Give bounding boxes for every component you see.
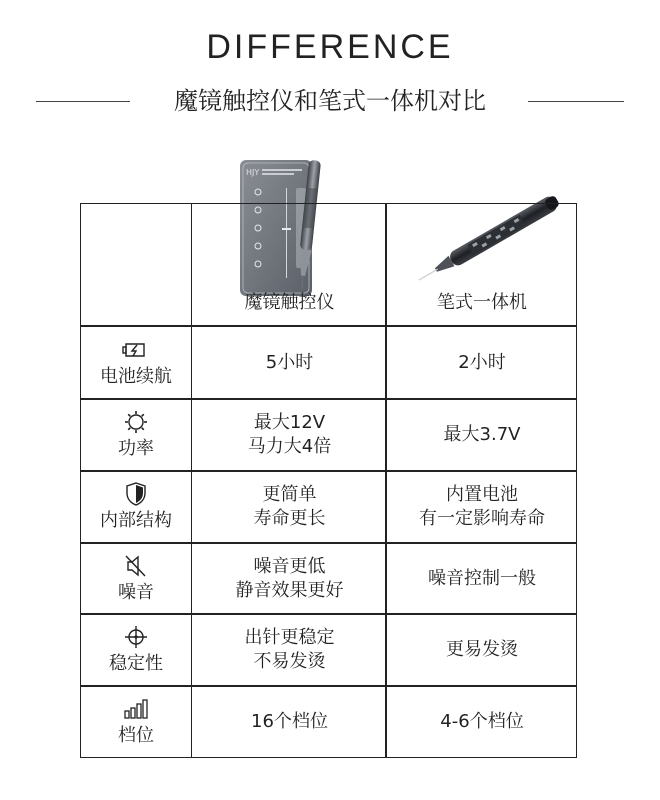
value-line: 更易发烫 [446,639,518,660]
value-line: 出针更稳定 [244,627,335,648]
header-cell-b [388,204,576,325]
subtitle: 魔镜触控仪和笔式一体机对比 [174,87,486,115]
row-label-cell [81,400,191,470]
value-line: 寿命更长 [253,508,326,529]
subtitle-rule-left [36,101,130,102]
value-line: 16个档位 [251,710,328,732]
level-bars-icon [121,696,151,722]
value-cell-b [388,687,576,756]
value-cell-a [193,400,386,470]
value-line: 2小时 [458,351,506,373]
value-line: 5小时 [265,351,314,373]
value-line: 更简单 [262,484,317,505]
value-cell-b [388,615,576,685]
value-line: 有一定影响寿命 [419,508,545,529]
value-line: 马力大4倍 [247,436,332,457]
product-b-name: 笔式一体机 [437,292,527,313]
value-line: 噪音更低 [253,555,326,577]
value-line: 不易发烫 [253,651,326,672]
value-line: 静音效果更好 [235,579,344,601]
value-line: 最大12V [253,412,326,433]
value-cell-a [193,327,386,398]
value-line: 最大3.7V [443,424,521,445]
value-cell-a [193,472,386,542]
row-label: 档位 [118,724,154,746]
row-label-cell [81,615,191,685]
gear-icon [121,409,151,435]
value-line: 噪音控制一般 [428,567,536,589]
value-cell-b [388,327,576,398]
value-cell-b [388,400,576,470]
subtitle-rule-right [528,101,624,102]
row-label-cell [81,327,191,398]
row-label-cell [81,472,191,542]
row-label: 稳定性 [109,653,163,674]
row-label: 电池续航 [100,365,172,387]
subtitle-row [0,84,660,118]
product-a-name: 魔镜触控仪 [244,292,335,313]
crosshair-icon [121,624,151,650]
row-label-cell [81,687,191,756]
value-cell-a [193,544,386,613]
value-cell-a [193,687,386,756]
header-cell-a [193,204,386,325]
shield-icon [121,481,151,507]
brand-mark: HJY [246,168,260,177]
row-label: 噪音 [118,581,154,603]
comparison-table [80,203,577,758]
value-line: 内置电池 [446,484,518,505]
value-cell-a [193,615,386,685]
value-cell-b [388,472,576,542]
value-cell-b [388,544,576,613]
row-label: 功率 [118,438,154,459]
page-title: DIFFERENCE [206,28,454,66]
row-label: 内部结构 [100,510,172,531]
battery-icon [121,337,151,363]
mute-speaker-icon [121,553,151,579]
row-label-cell [81,544,191,613]
value-line: 4-6个档位 [440,710,524,732]
